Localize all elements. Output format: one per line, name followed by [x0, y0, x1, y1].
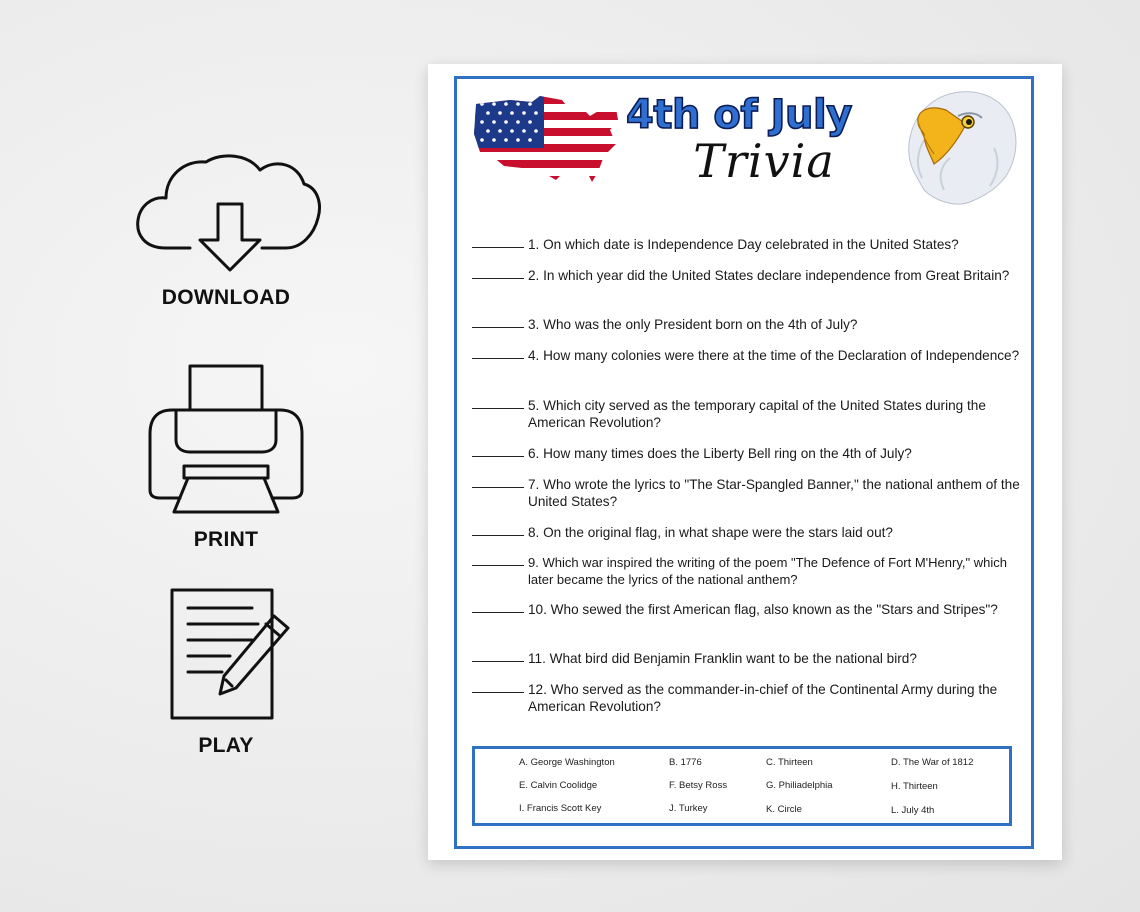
question-item: 11. What bird did Benjamin Franklin want to be the national bird? [472, 650, 1032, 667]
question-item: 9. Which war inspired the writing of the poem "The Defence of Fort M'Henry," which later became the lyrics of the national anthem? [472, 554, 1032, 588]
answer-blank[interactable] [472, 456, 524, 457]
print-label: PRINT [193, 528, 259, 551]
answer-blank[interactable] [472, 535, 524, 536]
answer-blank[interactable] [472, 278, 524, 279]
answer-option: B. 1776 [669, 757, 702, 768]
play-label: PLAY [198, 734, 254, 757]
question-item: 1. On which date is Independence Day celebrated in the United States? [472, 236, 1032, 253]
answer-bank [472, 746, 1012, 826]
answer-option: L. July 4th [891, 805, 935, 816]
answer-option: I. Francis Scott Key [519, 803, 602, 814]
answer-option: D. The War of 1812 [891, 757, 974, 768]
answer-option: C. Thirteen [766, 757, 813, 768]
answer-blank[interactable] [472, 487, 524, 488]
answer-option: J. Turkey [669, 803, 708, 814]
answer-option: K. Circle [766, 804, 802, 815]
answer-option: A. George Washington [519, 757, 615, 768]
answer-blank[interactable] [472, 692, 524, 693]
title-sub: Trivia [693, 134, 835, 188]
answer-option: E. Calvin Coolidge [519, 780, 598, 791]
answer-blank[interactable] [472, 612, 524, 613]
question-item: 3. Who was the only President born on the 4th of July? [472, 316, 1032, 333]
answer-blank[interactable] [472, 408, 524, 409]
question-item: 12. Who served as the commander-in-chief of the Continental Army during the American Revolution? [472, 681, 1032, 715]
title-main: 4th of July [626, 92, 852, 138]
answer-blank[interactable] [472, 247, 524, 248]
answer-option: H. Thirteen [891, 781, 938, 792]
trivia-sheet [428, 64, 1062, 860]
download-step[interactable] [126, 148, 326, 310]
answer-blank[interactable] [472, 358, 524, 359]
bald-eagle-icon [894, 82, 1024, 212]
print-step[interactable] [126, 362, 326, 552]
answer-option: G. Philiadelphia [766, 780, 833, 791]
answer-blank[interactable] [472, 565, 524, 566]
answer-blank[interactable] [472, 661, 524, 662]
question-item: 8. On the original flag, in what shape were the stars laid out? [472, 524, 1032, 541]
question-item: 7. Who wrote the lyrics to "The Star-Spangled Banner," the national anthem of the United States? [472, 476, 1032, 510]
play-step[interactable] [126, 586, 326, 758]
answer-option: F. Betsy Ross [669, 780, 728, 791]
question-item: 10. Who sewed the first American flag, also known as the "Stars and Stripes"? [472, 601, 1032, 618]
printer-icon [126, 362, 326, 518]
question-item: 2. In which year did the United States declare independence from Great Britain? [472, 267, 1032, 284]
question-item: 5. Which city served as the temporary capital of the United States during the American Revolution? [472, 397, 1032, 431]
question-item: 4. How many colonies were there at the time of the Declaration of Independence? [472, 347, 1032, 364]
cloud-download-icon [126, 148, 326, 276]
answer-blank[interactable] [472, 327, 524, 328]
us-flag-map-icon [470, 86, 620, 190]
question-item: 6. How many times does the Liberty Bell ring on the 4th of July? [472, 445, 1032, 462]
worksheet-pencil-icon [126, 586, 326, 722]
download-label: DOWNLOAD [161, 286, 291, 309]
